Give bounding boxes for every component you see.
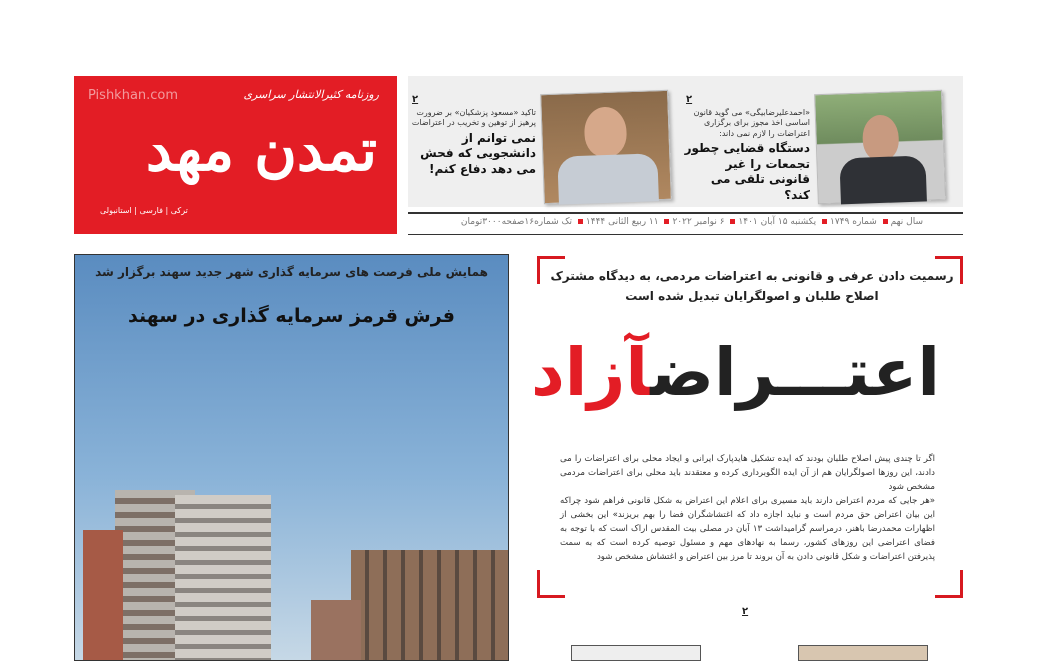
masthead-tagline: روزنامه کثیرالانتشار سراسری [243, 88, 379, 101]
body-paragraph: اگر تا چندی پیش اصلاح طلبان بودند که ایده تشکیل هایدپارک ایرانی و ایجاد محلی برای اعتراضات را می دادند، این روزها اصولگرایان هم از آن ایده الگوبرداری کرده و معتقدند باید محلی برای اعتراضات مردمی مشخص شود [560, 454, 935, 492]
teaser-2[interactable] [410, 108, 536, 178]
teaser-headline: نمی توانم از دانشجویی که فحش می دهد دفاع کنم! [420, 130, 536, 176]
portrait-face [584, 106, 628, 157]
date-hijri: ۱۱ ربیع الثانی ۱۴۴۴ [585, 217, 659, 227]
issue-number: شماره ۱۷۴۹ [830, 217, 877, 227]
bottom-thumbnail[interactable] [798, 645, 928, 661]
masthead-languages: ترکی | فارسی | استانبولی [100, 206, 188, 215]
dateline [408, 212, 963, 235]
teaser-kicker: «احمدعلیرضابیگی» می گوید قانون اساسی اخذ مجوز برای برگزاری اعتراضات را لازم نمی داند: [693, 108, 810, 138]
building-brick [351, 550, 509, 660]
left-story[interactable] [74, 254, 509, 661]
building-tower [175, 495, 271, 660]
headline-black-part: اعتـــراض [650, 334, 940, 411]
main-story-body [560, 452, 935, 564]
date-gregorian: ۶ نوامبر ۲۰۲۲ [672, 217, 725, 227]
portrait-face [862, 114, 900, 161]
teaser-page-ref[interactable]: ۲ [412, 94, 419, 105]
left-story-kicker: همایش ملی فرصت های سرمایه گذاری شهر جدید سهند برگزار شد [95, 265, 488, 279]
teaser-kicker: تاکید «مسعود پزشکیان» بر ضرورت پرهیز از توهین و تخریب در اعتراضات [411, 108, 536, 128]
building-low [83, 530, 123, 660]
teaser-photo-alirezabeigi[interactable] [814, 90, 946, 204]
top-teaser-strip [408, 76, 963, 207]
masthead-logo[interactable] [74, 76, 397, 234]
price: تک شماره۱۶صفحه۳۰۰۰تومان [460, 217, 573, 227]
volume: سال نهم [890, 217, 923, 227]
main-story-headline[interactable] [530, 334, 940, 411]
main-story-page-ref[interactable]: ۲ [742, 606, 749, 617]
frame-corner [935, 570, 963, 598]
main-story-subhead: رسمیت دادن عرفی و قانونی به اعتراضات مردمی، به دیدگاه مشترک اصلاح طلبان و اصولگرایان تبدیل شده است [550, 269, 954, 304]
teaser-headline: دستگاه قضایی چطور تجمعات را غیر قانونی تلقی می کند؟ [684, 141, 810, 202]
teaser-1[interactable] [682, 108, 810, 204]
headline-red-part: آزاد [530, 334, 651, 411]
teaser-page-ref[interactable]: ۲ [686, 94, 693, 105]
date-persian: یکشنبه ۱۵ آبان ۱۴۰۱ [738, 217, 817, 227]
left-story-headline: فرش قرمز سرمایه گذاری در سهند [128, 305, 455, 327]
teaser-photo-pezeshkian[interactable] [540, 90, 672, 204]
building-brick [311, 600, 361, 660]
masthead-name: تمدن مهد [145, 116, 377, 184]
bottom-thumbnail[interactable] [571, 645, 701, 661]
frame-corner [537, 570, 565, 598]
body-paragraph: «هر جایی که مردم اعتراض دارند باید مسیری برای اعلام این اعتراض به شکل قانونی فراهم شود چراکه این بیان اعتراض حق مردم است و نباید اجازه داد که اغتشاشگران فضا را بهم بریزند» این بخشی از اظهارات محمدرضا باهنر، درمراسم گرامیداشت ۱۳ آبان در مصلی بیت المقدس اراک است که با توجه به فضای اعتراضی این روزهای کشور، رسما به نهادهای مهم و مسئول توصیه کرده است که به سمت پذیرفتن اعتراضات و شکل قانونی دادن به آن بروند تا مرز بین اعتراض و اغتشاش مشخص شود [560, 496, 935, 562]
watermark: Pishkhan.com [88, 88, 179, 103]
